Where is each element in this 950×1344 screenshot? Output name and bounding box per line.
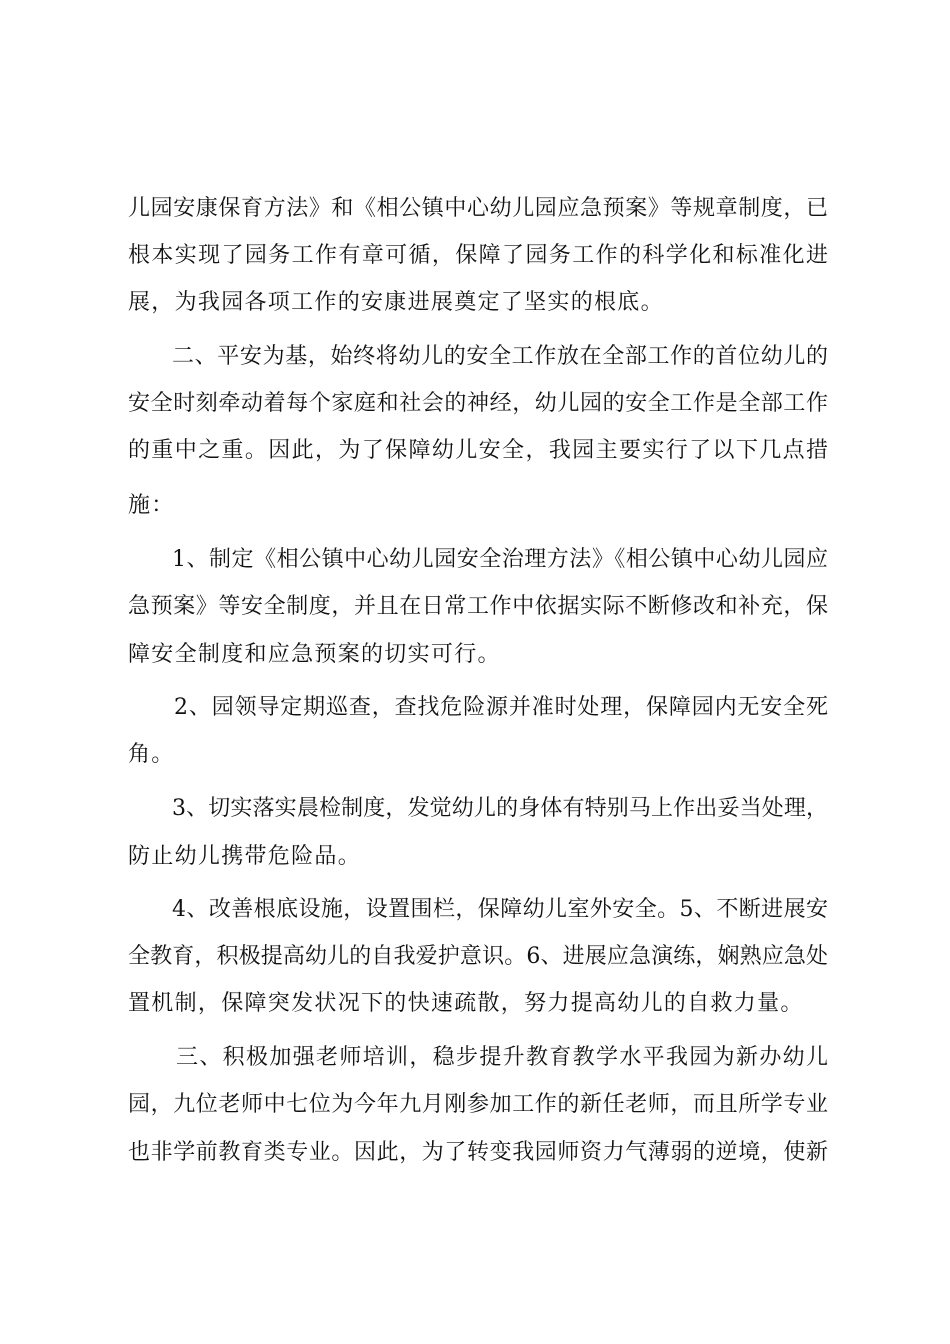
text-line: 角。 [128,742,175,767]
text-line: 障安全制度和应急预案的切实可行。 [128,642,501,667]
text-line: 施： [128,493,175,518]
text-line: 3、切实落实晨检制度，发觉幼儿的身体有特别马上作出妥当处理， [172,796,828,821]
text-line: 园，九位老师中七位为今年九月刚参加工作的新任老师，而且所学专业 [128,1092,828,1117]
text-line: 的重中之重。因此，为了保障幼儿安全，我园主要实行了以下几点措 [128,438,828,463]
text-line: 置机制，保障突发状况下的快速疏散，努力提高幼儿的自救力量。 [128,991,804,1016]
text-line: 1、制定《相公镇中心幼儿园安全治理方法》《相公镇中心幼儿园应 [172,547,828,572]
text-line: 根本实现了园务工作有章可循，保障了园务工作的科学化和标准化进 [128,243,828,268]
text-line: 急预案》等安全制度，并且在日常工作中依据实际不断修改和补充，保 [128,594,828,619]
text-line: 儿园安康保育方法》和《相公镇中心幼儿园应急预案》等规章制度，已 [128,196,828,221]
text-line: 也非学前教育类专业。因此，为了转变我园师资力气薄弱的逆境，使新 [128,1140,828,1165]
text-line: 三、积极加强老师培训，稳步提升教育教学水平我园为新办幼儿 [176,1045,828,1070]
text-line: 4、改善根底设施，设置围栏，保障幼儿室外安全。5、不断进展安 [172,897,828,922]
text-line: 二、平安为基，始终将幼儿的安全工作放在全部工作的首位幼儿的 [172,344,828,369]
text-line: 防止幼儿携带危险品。 [128,844,362,869]
text-line: 全教育，积极提高幼儿的自我爱护意识。6、进展应急演练，娴熟应急处 [128,944,828,969]
text-line: 2、园领导定期巡查，查找危险源并准时处理，保障园内无安全死 [174,695,828,720]
text-line: 展，为我园各项工作的安康进展奠定了坚实的根底。 [128,290,664,315]
text-line: 安全时刻牵动着每个家庭和社会的神经，幼儿园的安全工作是全部工作 [128,391,828,416]
